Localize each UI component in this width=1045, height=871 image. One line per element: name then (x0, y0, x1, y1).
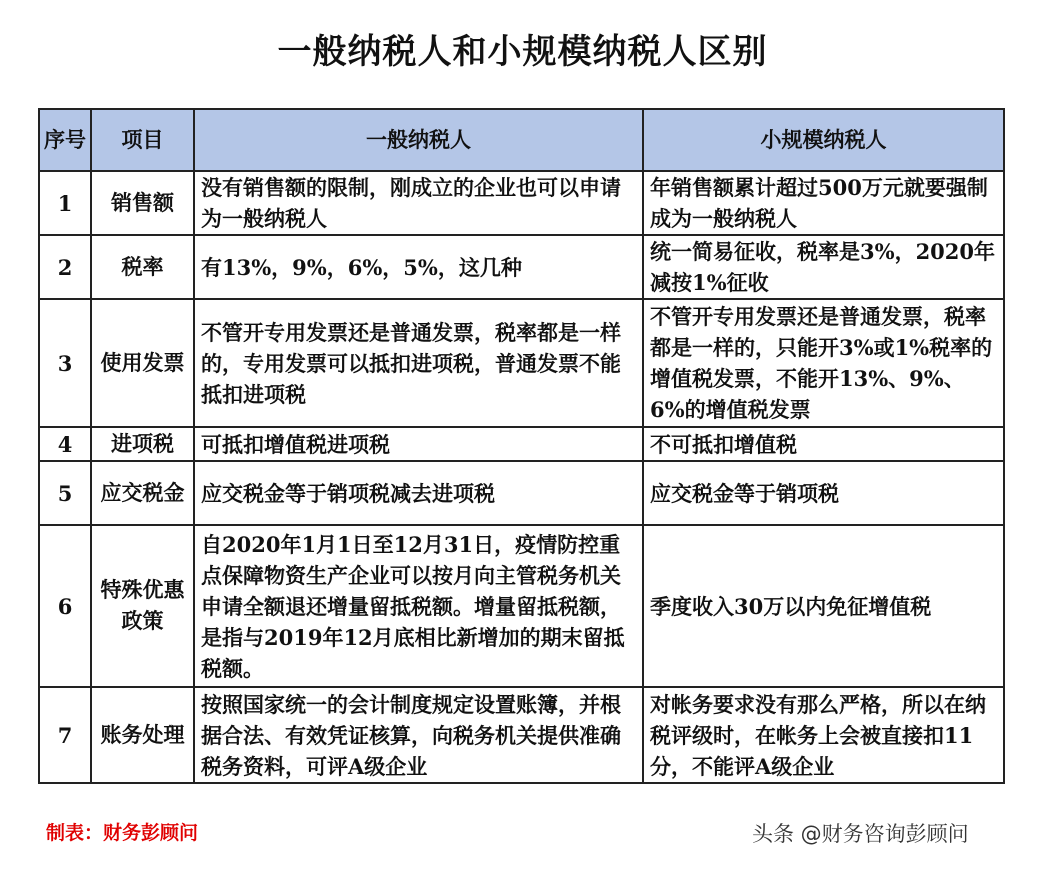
row-general: 不管开专用发票还是普通发票，税率都是一样的，专用发票可以抵扣进项税，普通发票不能抵扣进项税 (194, 299, 643, 427)
row-general: 可抵扣增值税进项税 (194, 427, 643, 461)
row-item: 应交税金 (91, 461, 194, 525)
table-row (39, 461, 1004, 525)
row-general: 有13%，9%，6%，5%，这几种 (194, 235, 643, 299)
row-small: 季度收入30万以内免征增值税 (643, 525, 1004, 687)
row-number: 5 (39, 461, 91, 525)
row-item: 进项税 (91, 427, 194, 461)
row-small: 应交税金等于销项税 (643, 461, 1004, 525)
row-general: 按照国家统一的会计制度规定设置账簿，并根据合法、有效凭证核算，向税务机关提供准确税务资料，可评A级企业 (194, 687, 643, 783)
row-general: 应交税金等于销项税减去进项税 (194, 461, 643, 525)
page-title: 一般纳税人和小规模纳税人区别 (277, 32, 768, 72)
row-item: 销售额 (91, 171, 194, 235)
row-item: 税率 (91, 235, 194, 299)
row-item: 账务处理 (91, 687, 194, 783)
row-number: 3 (39, 299, 91, 427)
table-row (39, 299, 1004, 427)
row-small: 不管开专用发票还是普通发票，税率都是一样的，只能开3%或1%税率的增值税发票，不能开13%、9%、6%的增值税发票 (643, 299, 1004, 427)
header-no: 序号 (39, 109, 91, 171)
row-item: 特殊优惠政策 (91, 525, 194, 687)
row-general: 自2020年1月1日至12月31日，疫情防控重点保障物资生产企业可以按月向主管税务机关申请全额退还增量留抵税额。增量留抵税额，是指与2019年12月底相比新增加的期末留抵税额。 (194, 525, 643, 687)
row-general: 没有销售额的限制，刚成立的企业也可以申请为一般纳税人 (194, 171, 643, 235)
table-maker-credit: 制表：财务彭顾问 (46, 822, 199, 844)
header-item: 项目 (91, 109, 194, 171)
row-number: 7 (39, 687, 91, 783)
source-watermark: 头条 @财务咨询彭顾问 (752, 822, 969, 846)
table-row (39, 427, 1004, 461)
table-row (39, 171, 1004, 235)
row-item: 使用发票 (91, 299, 194, 427)
row-number: 6 (39, 525, 91, 687)
row-small: 不可抵扣增值税 (643, 427, 1004, 461)
header-small: 小规模纳税人 (643, 109, 1004, 171)
row-small: 统一简易征收，税率是3%，2020年减按1%征收 (643, 235, 1004, 299)
row-small: 对帐务要求没有那么严格，所以在纳税评级时，在帐务上会被直接扣11分，不能评A级企业 (643, 687, 1004, 783)
header-general: 一般纳税人 (194, 109, 643, 171)
row-number: 1 (39, 171, 91, 235)
row-small: 年销售额累计超过500万元就要强制成为一般纳税人 (643, 171, 1004, 235)
table-row (39, 525, 1004, 687)
comparison-table (38, 108, 1005, 784)
table-row (39, 235, 1004, 299)
table-row (39, 687, 1004, 783)
table-header-row (39, 109, 1004, 171)
row-number: 2 (39, 235, 91, 299)
row-number: 4 (39, 427, 91, 461)
